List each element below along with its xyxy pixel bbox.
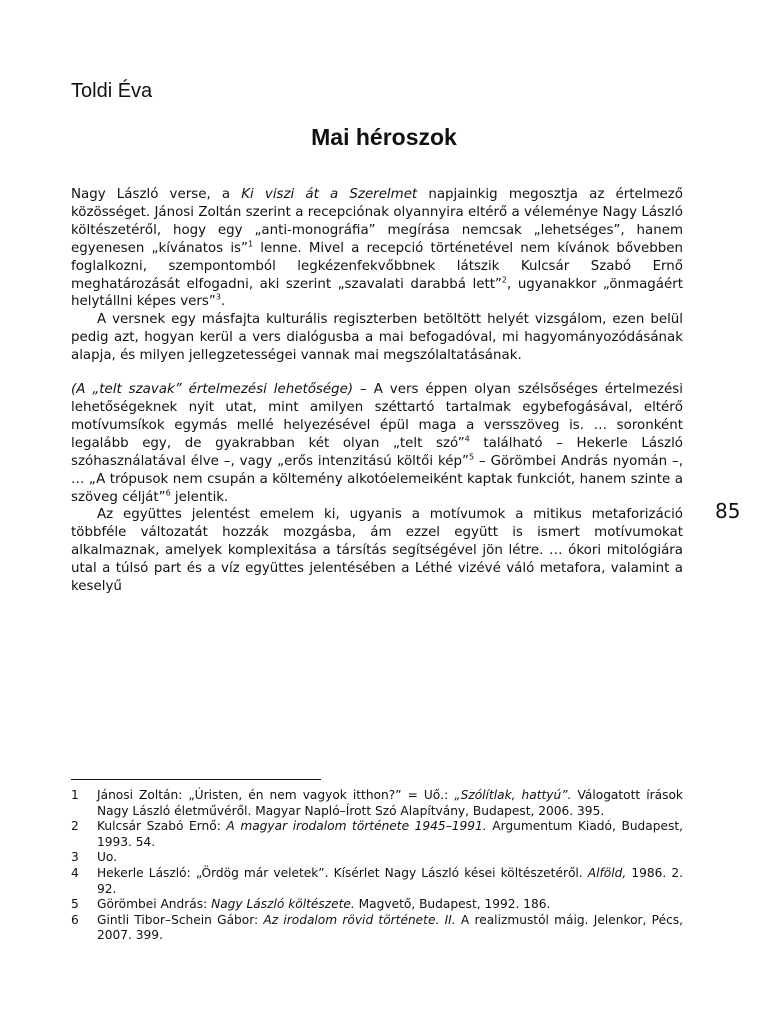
footnote-item <box>71 913 683 944</box>
footnote-text <box>97 866 683 897</box>
footnote-part: Gintli Tibor–Schein Gábor: <box>97 912 264 927</box>
footnote-ref[interactable]: 6 <box>165 488 171 498</box>
footnote-part: Kulcsár Szabó Ernő: <box>97 819 227 834</box>
footnote-item <box>71 866 683 897</box>
article-title: Mai héroszok <box>311 124 457 150</box>
text: Nagy László verse, a <box>71 187 242 202</box>
paragraph-1 <box>71 186 683 311</box>
footnote-item <box>71 897 683 913</box>
footnote-part: Görömbei András: <box>97 897 212 912</box>
section-heading: (A „telt szavak” értelmezési lehetősége) <box>71 382 354 398</box>
footnote-divider <box>71 779 321 780</box>
text: napjainkig megosztja az értelmező közösséget. Jánosi Zoltán szerint a recepciónak olyannyira eltérő a véleménye Nagy László költészetéről, hogy egy „anti-monográfia” megírása nemcsak „lehetséges”, hanem egyenesen „kívánatos is” <box>71 187 683 256</box>
footnote-item <box>71 819 683 850</box>
text: – A vers éppen olyan szélsőséges értelmezési lehetőségeknek nyit utat, mint amilyen széttartó tartalmak egybefogásával, eltérő motívumsíkok egymás mellé helyezésével épül maga a versszöveg is. … soronként legalább egy, de gyakrabban két olyan „telt szó” <box>71 382 683 451</box>
footnote-text <box>97 913 683 944</box>
text: , ugyanakkor „önmagáért helytállni képes vers” <box>71 276 683 310</box>
footnote-number: 6 <box>71 912 79 927</box>
spacer <box>71 365 683 381</box>
text: lenne. Mivel a recepció történetével nem kívánok bővebben foglalkozni, szempontomból legkézenfekvőbbnek látszik Kulcsár Szabó Ernő meghatározását elfogadni, aki szerint „szavalati darabbá lett” <box>71 240 683 292</box>
footnote-item <box>71 850 683 866</box>
author-name: Toldi Éva <box>71 80 153 102</box>
text: jelentik. <box>170 489 229 505</box>
footnote-text <box>97 788 683 819</box>
text: található – Hekerle László szóhasználatával élve –, vagy „erős intenzitású költői kép” <box>71 435 683 469</box>
footnote-part: Hekerle László: „Ördög már veletek”. Kísérlet Nagy László kései költészetéről. <box>97 865 588 880</box>
footnote-italic: Nagy László költészete. <box>211 897 355 912</box>
footnote-text <box>97 897 683 913</box>
paragraph-2: A versnek egy másfajta kulturális regiszterben betöltött helyét vizsgálom, ezen belül pedig azt, hogyan kerül a vers dialógusba a mai befogadóval, mi hagyományozódásának alapja, és milyen jellegzetességei vannak mai megszólaltatásának. <box>71 312 683 364</box>
footnote-part: 1986. 2. 92. <box>97 865 683 896</box>
paragraph-3 <box>71 381 683 506</box>
footnote-italic: A magyar irodalom története 1945–1991. <box>226 819 487 834</box>
footnote-number: 5 <box>71 897 79 912</box>
footnote-text <box>97 819 683 850</box>
footnote-number: 3 <box>71 850 79 865</box>
footnote-part: Magvető, Budapest, 1992. 186. <box>354 897 551 912</box>
footnote-italic: Alföld, <box>587 865 627 880</box>
footnote-ref[interactable]: 2 <box>501 275 508 285</box>
footnote-part: A realizmustól máig. Jelenkor, Pécs, 2007. 399. <box>97 912 683 943</box>
footnote-part: Uo. <box>97 850 118 865</box>
footnote-item <box>71 788 683 819</box>
footnote-italic: Az irodalom rövid története. II. <box>263 912 456 927</box>
footnote-ref[interactable]: 4 <box>464 434 470 444</box>
footnotes <box>71 788 683 944</box>
footnote-number: 1 <box>71 788 79 802</box>
footnote-italic: „Szólítlak, hattyú”. <box>454 788 572 802</box>
footnote-part: Jánosi Zoltán: „Úristen, én nem vagyok itthon?” = Uő.: <box>97 788 455 802</box>
footnote-part: Válogatott írások Nagy László életművéről. Magyar Napló–Írott Szó Alapítvány, Budapest, 2006. 395. <box>97 788 683 818</box>
footnote-ref[interactable]: 1 <box>247 239 254 249</box>
paragraph-4: Az együttes jelentést emelem ki, ugyanis a motívumok a mitikus metaforizáció többféle változatát hozzák mozgásba, ám ezzel együtt is ismert motívumokat alkalmaznak, amelyek komplexitása a társítás segítségével jön létre. … ókori mitológiára utal a túlsó part és a víz együttes jelentésében a Léthé vizévé váló metafora, valamint a keselyű <box>71 507 683 595</box>
footnote-number: 2 <box>71 819 79 834</box>
text: – Görömbei András nyomán –, … „A trópusok nem csupán a költemény alkotóelemeiként kaptak funkciót, hanem szinte a szöveg célját” <box>71 453 683 505</box>
footnote-text <box>97 850 683 866</box>
article-body <box>71 186 683 596</box>
footnote-ref[interactable]: 3 <box>215 292 221 302</box>
footnote-number: 4 <box>71 865 79 880</box>
poem-title: Ki viszi át a Szerelmet <box>241 187 418 202</box>
page-number: 85 <box>715 499 741 523</box>
footnote-part: Argumentum Kiadó, Budapest, 1993. 54. <box>97 819 683 849</box>
text: . <box>220 294 226 310</box>
footnote-ref[interactable]: 5 <box>468 452 475 462</box>
